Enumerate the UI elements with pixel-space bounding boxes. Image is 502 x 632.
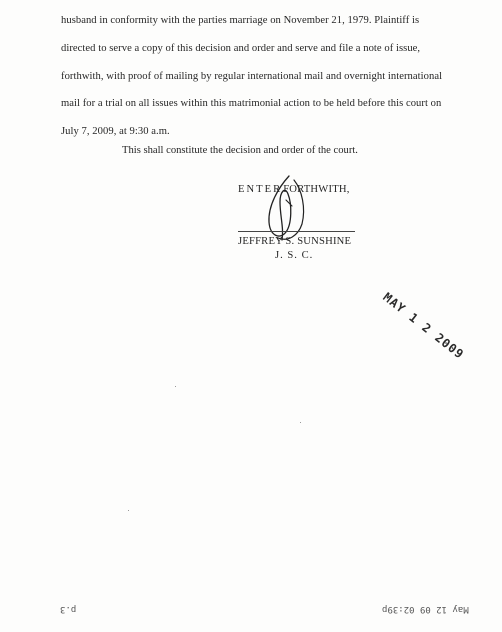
enter-rest: R FORTHWITH, [273, 184, 350, 195]
body-line-1: husband in conformity with the parties marriage on November 21, 1979. Plaintiff is [61, 15, 420, 26]
body-line-5: July 7, 2009, at 9:30 a.m. [61, 126, 170, 137]
body-line-3: forthwith, with proof of mailing by regular international mail and overnight international [61, 71, 443, 82]
fax-page-number: p.3 [60, 604, 77, 614]
scan-speck [300, 422, 301, 423]
body-line-4: mail for a trial on all issues within this matrimonial action to be held before this court on [61, 98, 442, 109]
enter-prefix: ENTE [238, 184, 274, 195]
date-stamp: MAY 1 2 2009 [380, 290, 467, 362]
scan-speck [128, 510, 129, 511]
judge-title: J. S. C. [275, 250, 314, 261]
judge-name: JEFFREY S. SUNSHINE [238, 236, 352, 247]
signature-line [238, 231, 355, 232]
body-line-2: directed to serve a copy of this decision and order and serve and file a note of issue, [61, 43, 421, 54]
closing-statement: This shall constitute the decision and order of the court. [122, 145, 358, 156]
scan-speck [175, 386, 176, 387]
fax-timestamp: May 12 09 02:39p [382, 604, 469, 614]
